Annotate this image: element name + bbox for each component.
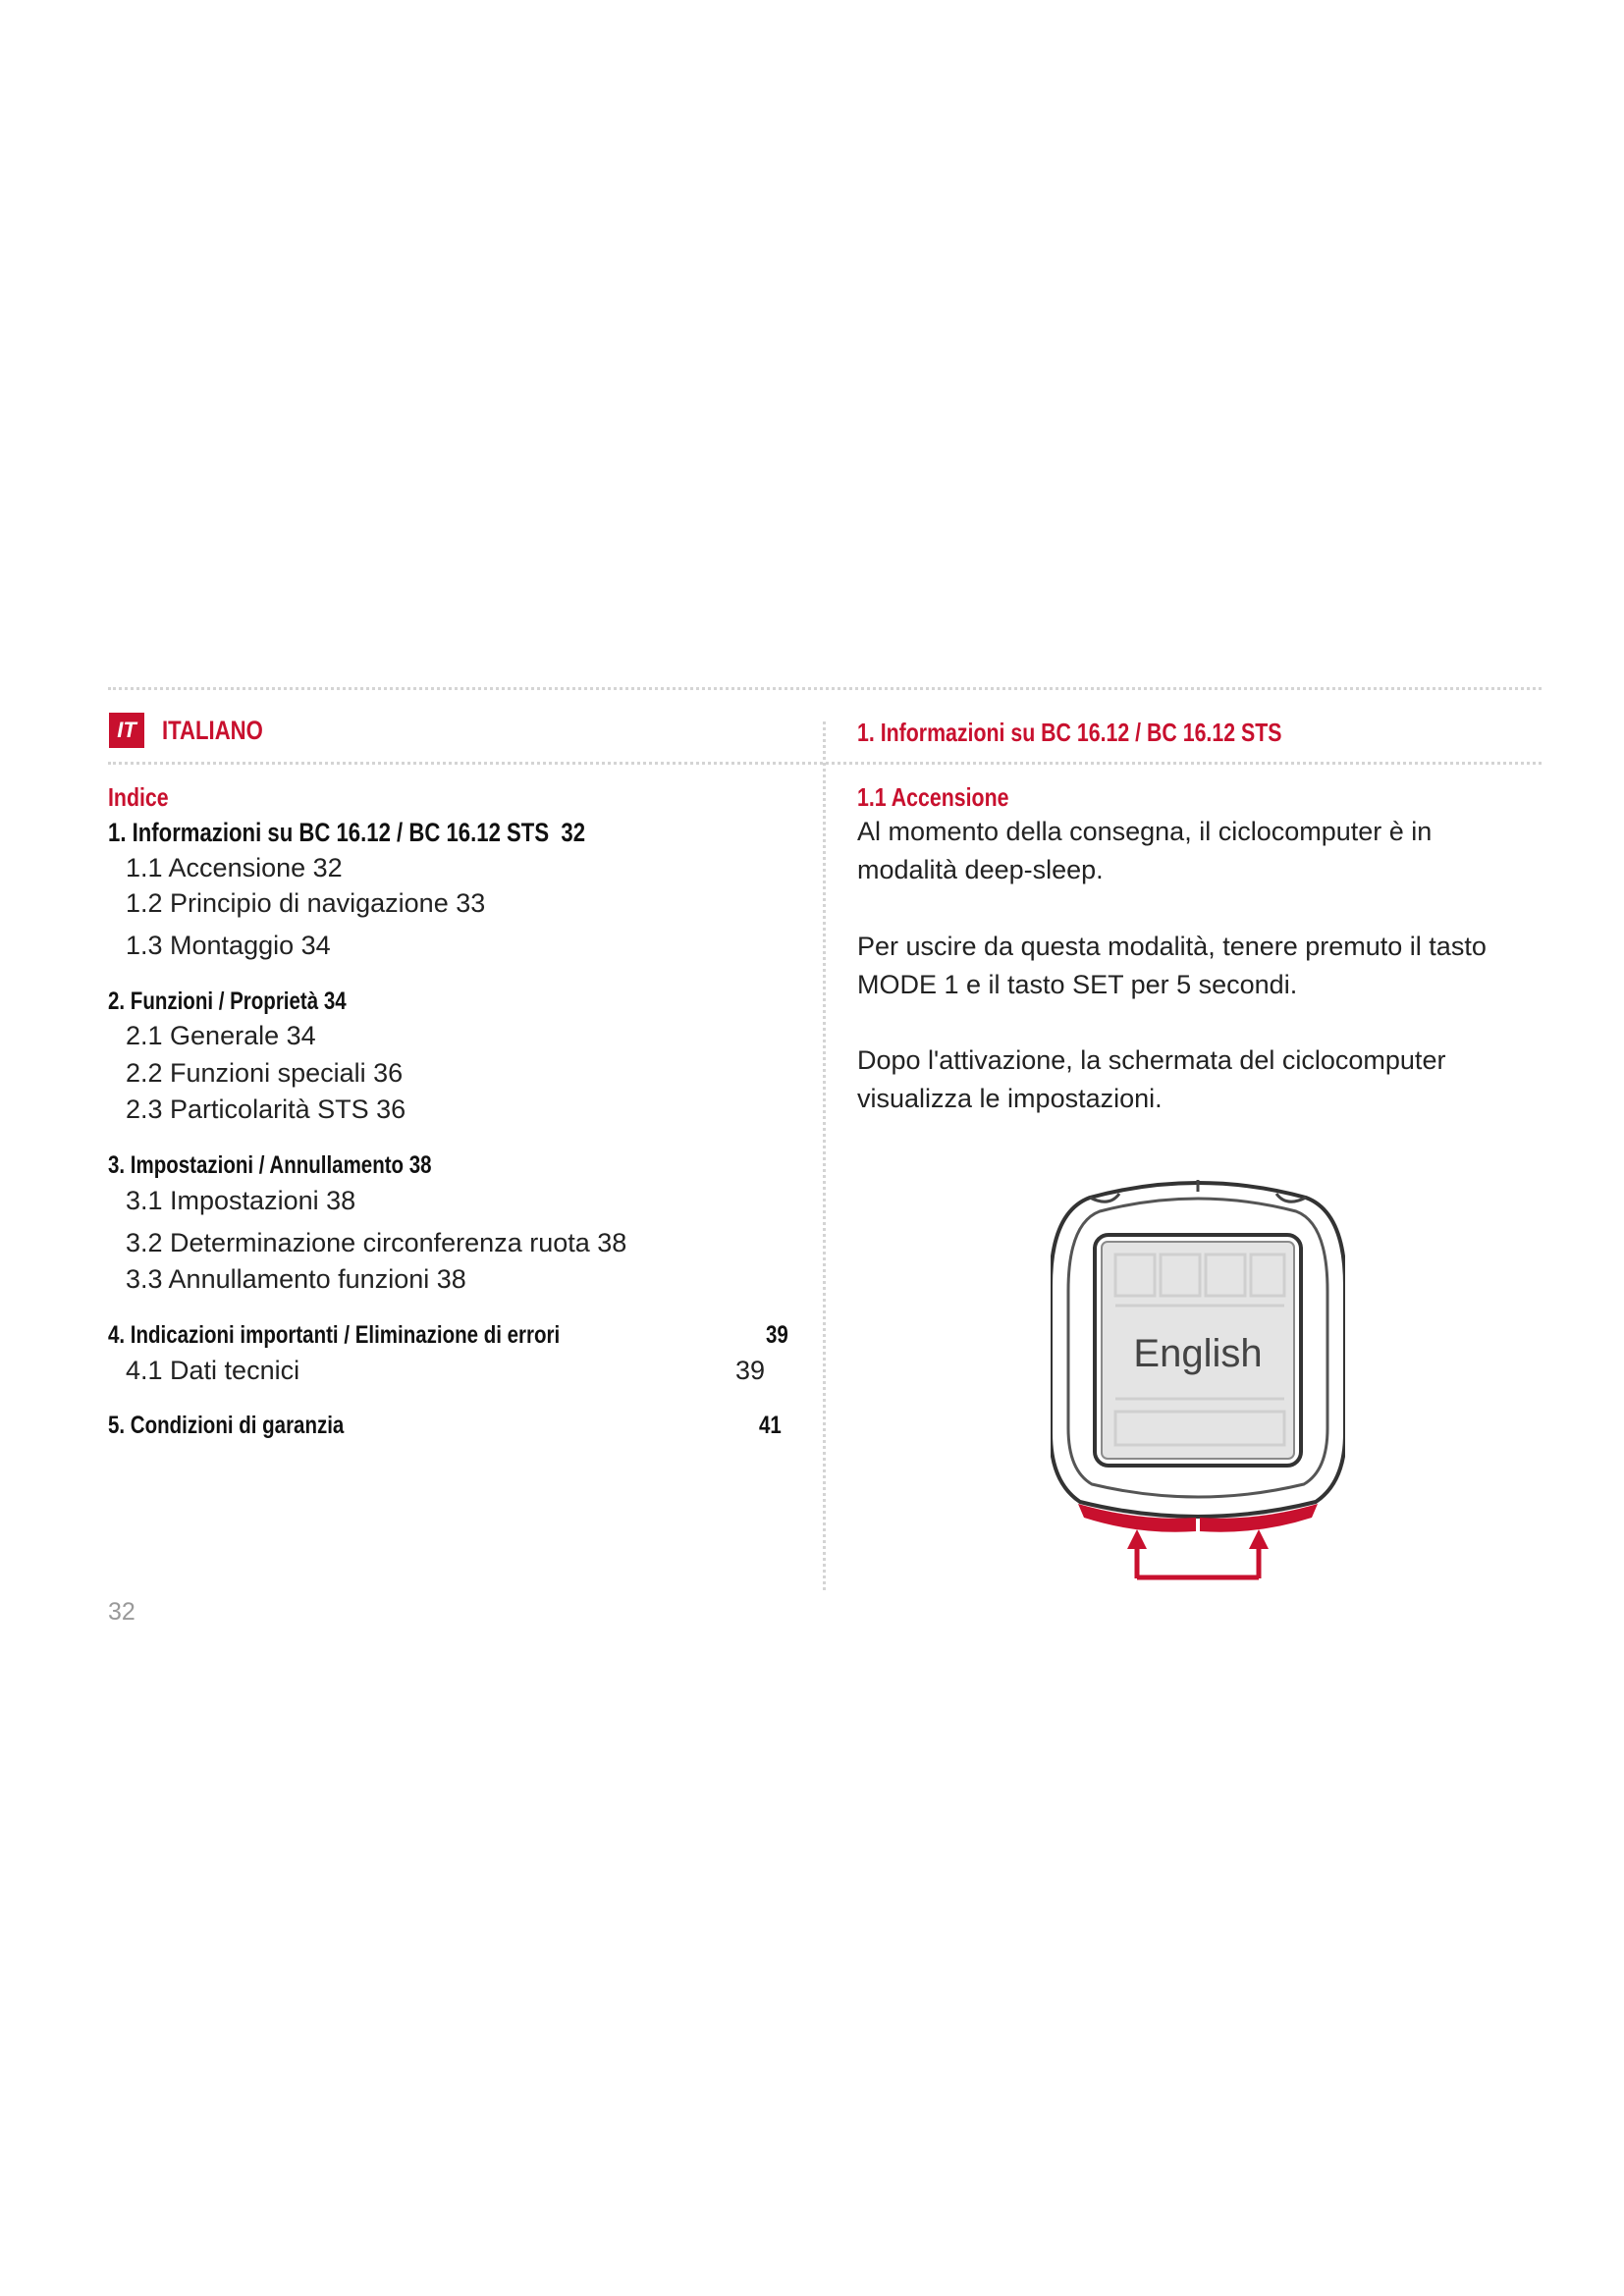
toc-item-2-3[interactable]: 2.3 Particolarità STS 36 — [126, 1095, 406, 1124]
press-arrows — [1137, 1544, 1259, 1578]
subsection-heading: 1.1 Accensione — [857, 782, 1009, 812]
toc-section-2[interactable] — [108, 984, 347, 1019]
device-display-text: English — [1133, 1332, 1263, 1375]
page-number: 32 — [108, 1598, 135, 1626]
language-badge: IT — [109, 713, 144, 748]
toc-section-2-page: 34 — [323, 988, 347, 1015]
toc-item-1-2[interactable]: 1.2 Principio di navigazione 33 — [126, 888, 486, 918]
toc-item-3-2[interactable]: 3.2 Determinazione circonferenza ruota 38 — [126, 1228, 627, 1257]
toc-section-3[interactable] — [108, 1148, 432, 1183]
toc-section-4[interactable] — [108, 1317, 560, 1353]
toc-section-1-label: 1. Informazioni su BC 16.12 / BC 16.12 STS — [108, 818, 550, 847]
toc-item-1-1[interactable]: 1.1 Accensione 32 — [126, 853, 343, 882]
arrow-up-icon — [1249, 1529, 1269, 1549]
column-divider — [823, 721, 826, 1590]
toc-section-5[interactable]: 5. Condizioni di garanzia — [108, 1412, 345, 1439]
toc-item-4-1-page: 39 — [735, 1356, 766, 1385]
toc-section-2-label: 2. Funzioni / Proprietà — [108, 988, 319, 1015]
bike-computer-illustration — [1051, 1168, 1345, 1580]
toc-section-5-page: 41 — [759, 1412, 782, 1439]
toc-section-3-label: 3. Impostazioni / Annullamento — [108, 1151, 405, 1179]
toc-section-1[interactable] — [108, 815, 585, 850]
toc-section-4-page: 39 — [766, 1321, 788, 1349]
toc-item-4-1[interactable]: 4.1 Dati tecnici — [126, 1356, 300, 1385]
toc-section-3-page: 38 — [408, 1151, 432, 1179]
toc-title: Indice — [108, 782, 169, 812]
top-divider — [108, 687, 1542, 690]
toc-section-1-page: 32 — [561, 818, 586, 847]
toc-item-2-1[interactable]: 2.1 Generale 34 — [126, 1021, 316, 1050]
toc-section-4-label: 4. Indicazioni importanti / Eliminazione di errori — [108, 1321, 561, 1349]
paragraph-1: Al momento della consegna, il ciclocomputer è in modalità deep-sleep. — [857, 817, 1433, 884]
toc-item-3-3[interactable]: 3.3 Annullamento funzioni 38 — [126, 1264, 466, 1294]
language-title: ITALIANO — [162, 716, 263, 745]
bike-computer-drawing — [1051, 1168, 1345, 1580]
toc-item-1-3[interactable]: 1.3 Montaggio 34 — [126, 931, 331, 960]
paragraph-3: Dopo l'attivazione, la schermata del ciclocomputer visualizza le impostazioni. — [857, 1045, 1446, 1113]
toc-item-3-1[interactable]: 3.1 Impostazioni 38 — [126, 1186, 356, 1215]
toc-item-2-2[interactable]: 2.2 Funzioni speciali 36 — [126, 1058, 404, 1088]
section-heading: 1. Informazioni su BC 16.12 / BC 16.12 STS — [857, 718, 1282, 747]
paragraph-2: Per uscire da questa modalità, tenere premuto il tasto MODE 1 e il tasto SET per 5 secondi. — [857, 932, 1487, 999]
arrow-up-icon — [1127, 1529, 1147, 1549]
